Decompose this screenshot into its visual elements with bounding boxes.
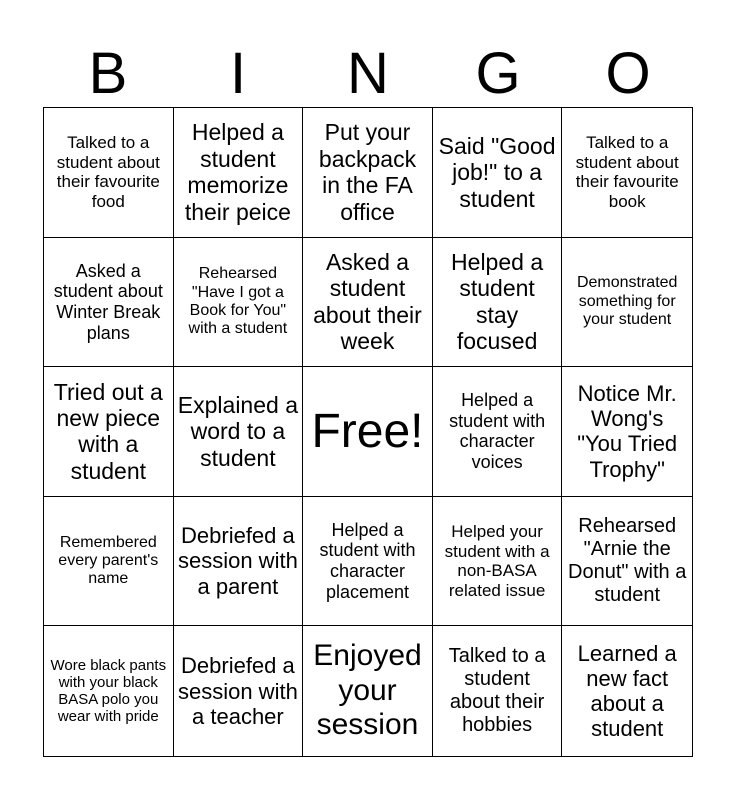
bingo-cell-text: Helped your student with a non-BASA related issue: [444, 522, 550, 600]
bingo-cell-text: Helped a student with character voices: [449, 390, 546, 473]
bingo-cell-text: Demonstrated something for your student: [576, 274, 678, 329]
title-letter-n: N: [347, 41, 389, 106]
bingo-cell[interactable]: [562, 367, 692, 497]
bingo-cell[interactable]: [562, 497, 692, 627]
bingo-cell-text: Asked a student about Winter Break plans: [53, 260, 163, 343]
title-letter-g: G: [475, 41, 521, 106]
bingo-cell[interactable]: [44, 367, 174, 497]
bingo-cell[interactable]: [174, 108, 304, 238]
bingo-cell[interactable]: [174, 238, 304, 368]
bingo-title: [43, 42, 693, 106]
bingo-cell-text: Rehearsed "Arnie the Donut" with a student: [568, 515, 687, 607]
title-letter-i: I: [229, 41, 247, 106]
bingo-cell[interactable]: [303, 238, 433, 368]
bingo-cell-text: Talked to a student about their favourite food: [56, 133, 160, 211]
bingo-cell[interactable]: [433, 367, 563, 497]
title-letter-b: B: [88, 41, 128, 106]
bingo-cell[interactable]: [303, 108, 433, 238]
bingo-cell[interactable]: [44, 108, 174, 238]
bingo-cell-text: Enjoyed your session: [313, 639, 422, 742]
bingo-cell-text: Asked a student about their week: [313, 249, 422, 355]
bingo-cell[interactable]: [303, 367, 433, 497]
bingo-cell-text: Learned a new fact about a student: [577, 640, 677, 742]
bingo-cell-text: Talked to a student about their favourite book: [575, 133, 679, 211]
bingo-cell-text: Said "Good job!" to a student: [438, 132, 556, 212]
bingo-cell[interactable]: [174, 497, 304, 627]
bingo-cell[interactable]: [562, 626, 692, 756]
title-letter-o: O: [605, 41, 651, 106]
bingo-board: [43, 107, 693, 757]
bingo-cell-text: Helped a student memorize their peice: [184, 119, 291, 225]
bingo-cell[interactable]: [433, 238, 563, 368]
bingo-cell[interactable]: [433, 108, 563, 238]
bingo-cell-text: Remembered every parent's name: [58, 533, 159, 588]
bingo-cell-text: Tried out a new piece with a student: [53, 378, 163, 484]
bingo-cell-text: Helped a student with character placement: [319, 519, 416, 602]
bingo-cell[interactable]: [562, 238, 692, 368]
bingo-cell[interactable]: [44, 626, 174, 756]
bingo-cell-text: Talked to a student about their hobbies: [448, 645, 546, 737]
bingo-cell-text: Explained a word to a student: [177, 391, 298, 471]
bingo-cell-text: Helped a student stay focused: [451, 249, 544, 355]
bingo-cell-text: Rehearsed "Have I got a Book for You" with a student: [188, 265, 288, 338]
bingo-cell-text: Wore black pants with your black BASA polo you wear with pride: [50, 656, 167, 726]
bingo-cell[interactable]: [303, 626, 433, 756]
bingo-cell-text: Debriefed a session with a parent: [177, 523, 298, 599]
bingo-cell[interactable]: [433, 626, 563, 756]
bingo-cell[interactable]: [174, 626, 304, 756]
bingo-cell-text: Notice Mr. Wong's "You Tried Trophy": [577, 380, 678, 482]
bingo-cell[interactable]: [174, 367, 304, 497]
bingo-cell[interactable]: [433, 497, 563, 627]
bingo-cell[interactable]: [303, 497, 433, 627]
bingo-cell[interactable]: [562, 108, 692, 238]
bingo-cell[interactable]: [44, 497, 174, 627]
bingo-cell[interactable]: [44, 238, 174, 368]
bingo-cell-text: Put your backpack in the FA office: [318, 119, 417, 225]
bingo-cell-text: Free!: [311, 404, 424, 458]
bingo-cell-text: Debriefed a session with a teacher: [177, 653, 298, 729]
